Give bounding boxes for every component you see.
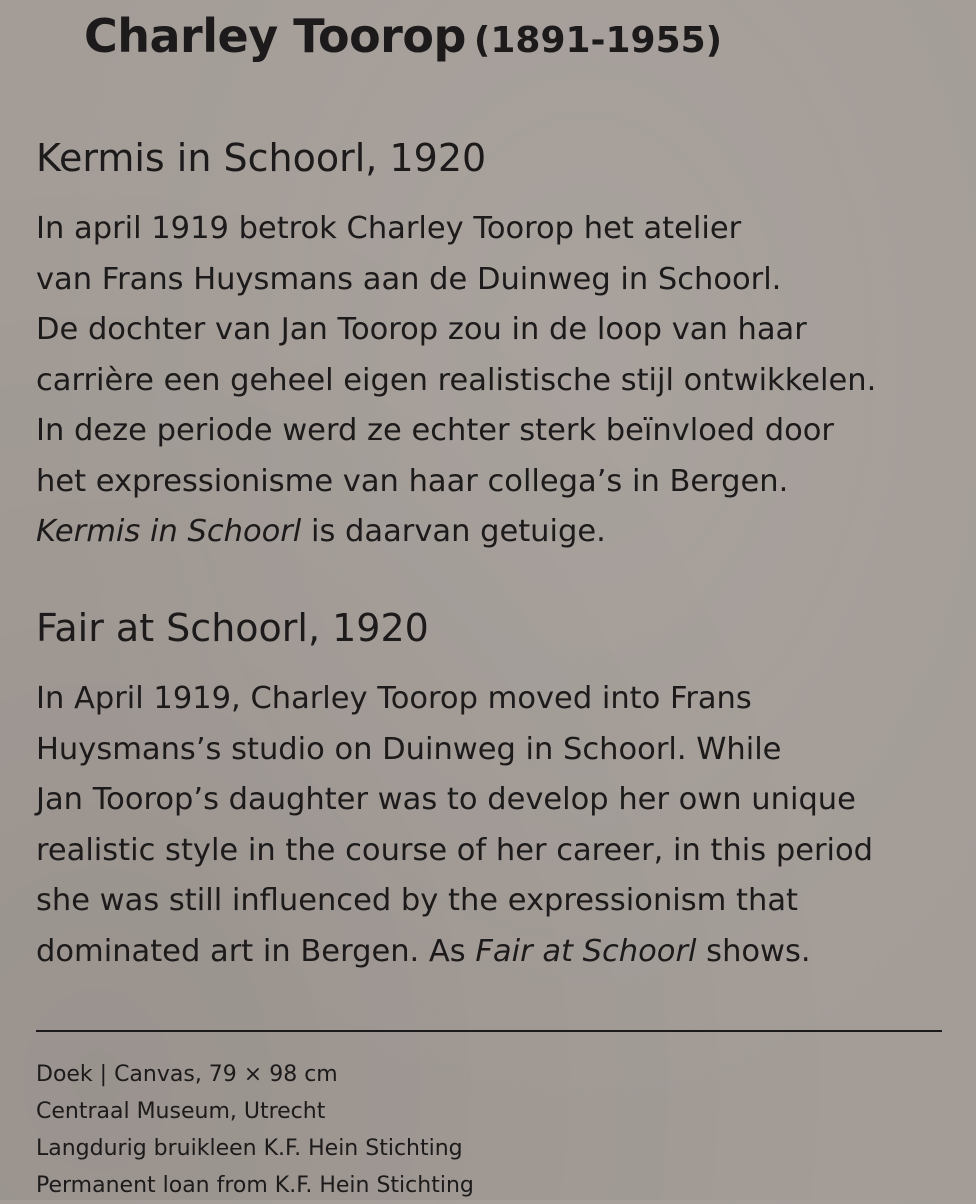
dutch-line: carrière een geheel eigen realistische stijl ontwikkelen. <box>36 362 877 398</box>
artist-name: Charley Toorop <box>84 9 466 63</box>
english-line: Jan Toorop’s daughter was to develop her own unique <box>36 782 856 817</box>
dutch-line: het expressionisme van haar collega’s in Bergen. <box>36 463 789 499</box>
dutch-line: van Frans Huysmans aan de Duinweg in Schoorl. <box>36 261 782 297</box>
dutch-line: In deze periode werd ze echter sterk beïnvloed door <box>36 413 834 448</box>
divider-rule <box>36 1030 942 1032</box>
loan-credit-dutch: Langdurig bruikleen K.F. Hein Stichting <box>36 1136 463 1161</box>
english-line: In April 1919, Charley Toorop moved into Frans <box>36 681 752 716</box>
english-line: she was still influenced by the expressionism that <box>36 883 798 918</box>
medium-dimensions: Doek | Canvas, 79 × 98 cm <box>36 1062 338 1087</box>
dutch-description <box>36 204 876 558</box>
english-line-last <box>36 927 873 978</box>
dutch-line: De dochter van Jan Toorop zou in de loop van haar <box>36 312 807 347</box>
artist-heading <box>84 6 722 71</box>
artist-dates: (1891-1955) <box>473 20 723 61</box>
dutch-line-last <box>36 507 876 558</box>
dutch-last-line-rest: is daarvan getuige. <box>301 514 606 549</box>
english-line: Huysmans’s studio on Duinweg in Schoorl. While <box>36 731 782 767</box>
english-last-line-start: dominated art in Bergen. As <box>36 933 476 969</box>
credit-lines <box>36 1056 474 1204</box>
dutch-line: In april 1919 betrok Charley Toorop het atelier <box>36 211 742 246</box>
english-artwork-title: Fair at Schoorl <box>475 933 697 969</box>
dutch-title: Kermis in Schoorl, 1920 <box>36 136 487 180</box>
english-title: Fair at Schoorl, 1920 <box>36 606 429 650</box>
english-last-line-end: shows. <box>696 933 811 969</box>
english-line: realistic style in the course of her career, in this period <box>36 832 874 868</box>
english-description <box>36 674 873 977</box>
collection-name: Centraal Museum, Utrecht <box>36 1099 326 1124</box>
dutch-artwork-title: Kermis in Schoorl <box>36 514 302 549</box>
loan-credit-english: Permanent loan from K.F. Hein Stichting <box>36 1173 474 1198</box>
